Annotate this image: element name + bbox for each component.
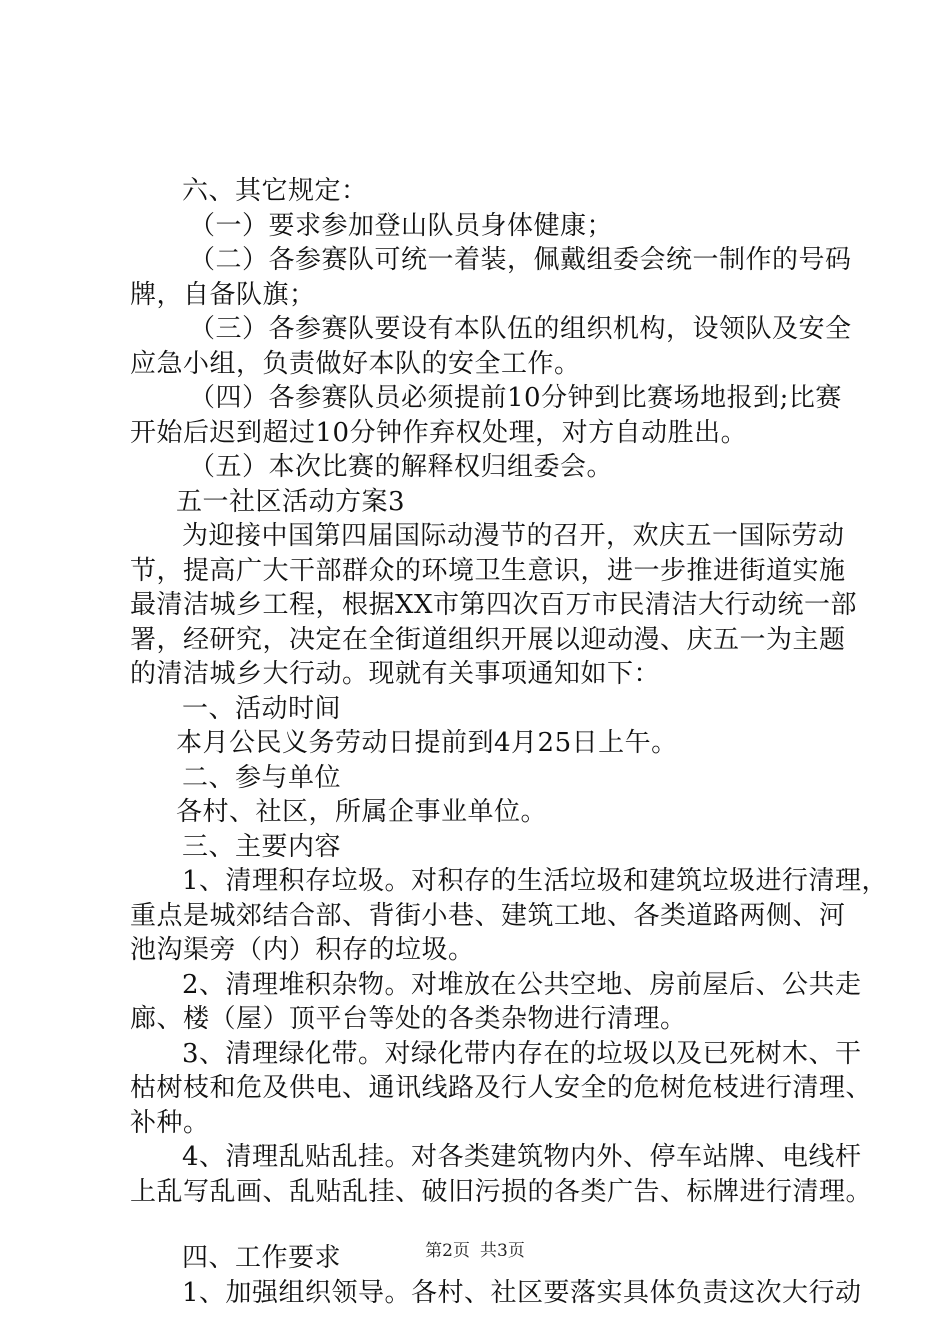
text-line: 各村、社区，所属企事业单位。 [176,797,548,827]
text-line: 节，提高广大干部群众的环境卫生意识，进一步推进街道实施 [130,555,846,586]
text-line: 3、清理绿化带。对绿化带内存在的垃圾以及已死树木、干 [182,1038,862,1069]
page-number: 第2页 [425,1241,470,1261]
text-line: 廊、楼（屋）顶平台等处的各类杂物进行清理。 [130,1004,687,1034]
text-line: 牌，自备队旗； [130,279,316,310]
text-line: 应急小组，负责做好本队的安全工作。 [130,348,581,379]
text-line: 最清洁城乡工程，根据XX市第四次百万市民清洁大行动统一部 [130,590,858,620]
page-total: 共3页 [480,1241,525,1261]
document-body [130,174,889,1310]
text-line: 池沟渠旁（内）积存的垃圾。 [130,935,475,965]
section-heading: 四、工作要求 [182,1243,342,1273]
text-line: （四）各参赛队员必须提前10分钟到比赛场地报到;比赛 [189,383,842,413]
text-line: 补种。 [130,1107,210,1138]
text-line: 为迎接中国第四届国际动漫节的召开，欢庆五一国际劳动 [182,521,845,551]
text-line: 上乱写乱画、乱贴乱挂、破旧污损的各类广告、标牌进行清理。 [130,1176,873,1207]
section-heading: 五一社区活动方案3 [176,486,406,517]
text-line: 六、其它规定： [182,176,368,206]
text-line: 4、清理乱贴乱挂。对各类建筑物内外、停车站牌、电线杆 [182,1142,862,1172]
text-line: 1、加强组织领导。各村、社区要落实具体负责这次大行动 [182,1277,862,1308]
page-footer [0,1240,950,1262]
section-heading: 二、参与单位 [182,762,342,793]
text-line: 开始后迟到超过10分钟作弃权处理，对方自动胜出。 [130,417,748,448]
section-heading: 三、主要内容 [182,831,342,862]
text-line: 本月公民义务劳动日提前到4月25日上午。 [176,728,678,758]
text-line: 署，经研究，决定在全街道组织开展以迎动漫、庆五一为主题 [130,624,846,655]
text-line: 2、清理堆积杂物。对堆放在公共空地、房前屋后、公共走 [182,969,862,1000]
text-line: 1、清理积存垃圾。对积存的生活垃圾和建筑垃圾进行清理， [182,866,889,896]
text-line: （一）要求参加登山队员身体健康； [189,210,614,241]
text-line: （五）本次比赛的解释权归组委会。 [189,452,614,482]
blank-line [130,1209,835,1241]
text-line: 的清洁城乡大行动。现就有关事项通知如下： [130,659,661,689]
text-line: 枯树枝和危及供电、通讯线路及行人安全的危树危枝进行清理、 [130,1073,873,1103]
text-line: （三）各参赛队要设有本队伍的组织机构，设领队及安全 [189,314,852,344]
text-line: 重点是城郊结合部、背街小巷、建筑工地、各类道路两侧、河 [130,900,846,931]
text-line: （二）各参赛队可统一着装，佩戴组委会统一制作的号码 [189,245,852,275]
section-heading: 一、活动时间 [182,693,342,724]
